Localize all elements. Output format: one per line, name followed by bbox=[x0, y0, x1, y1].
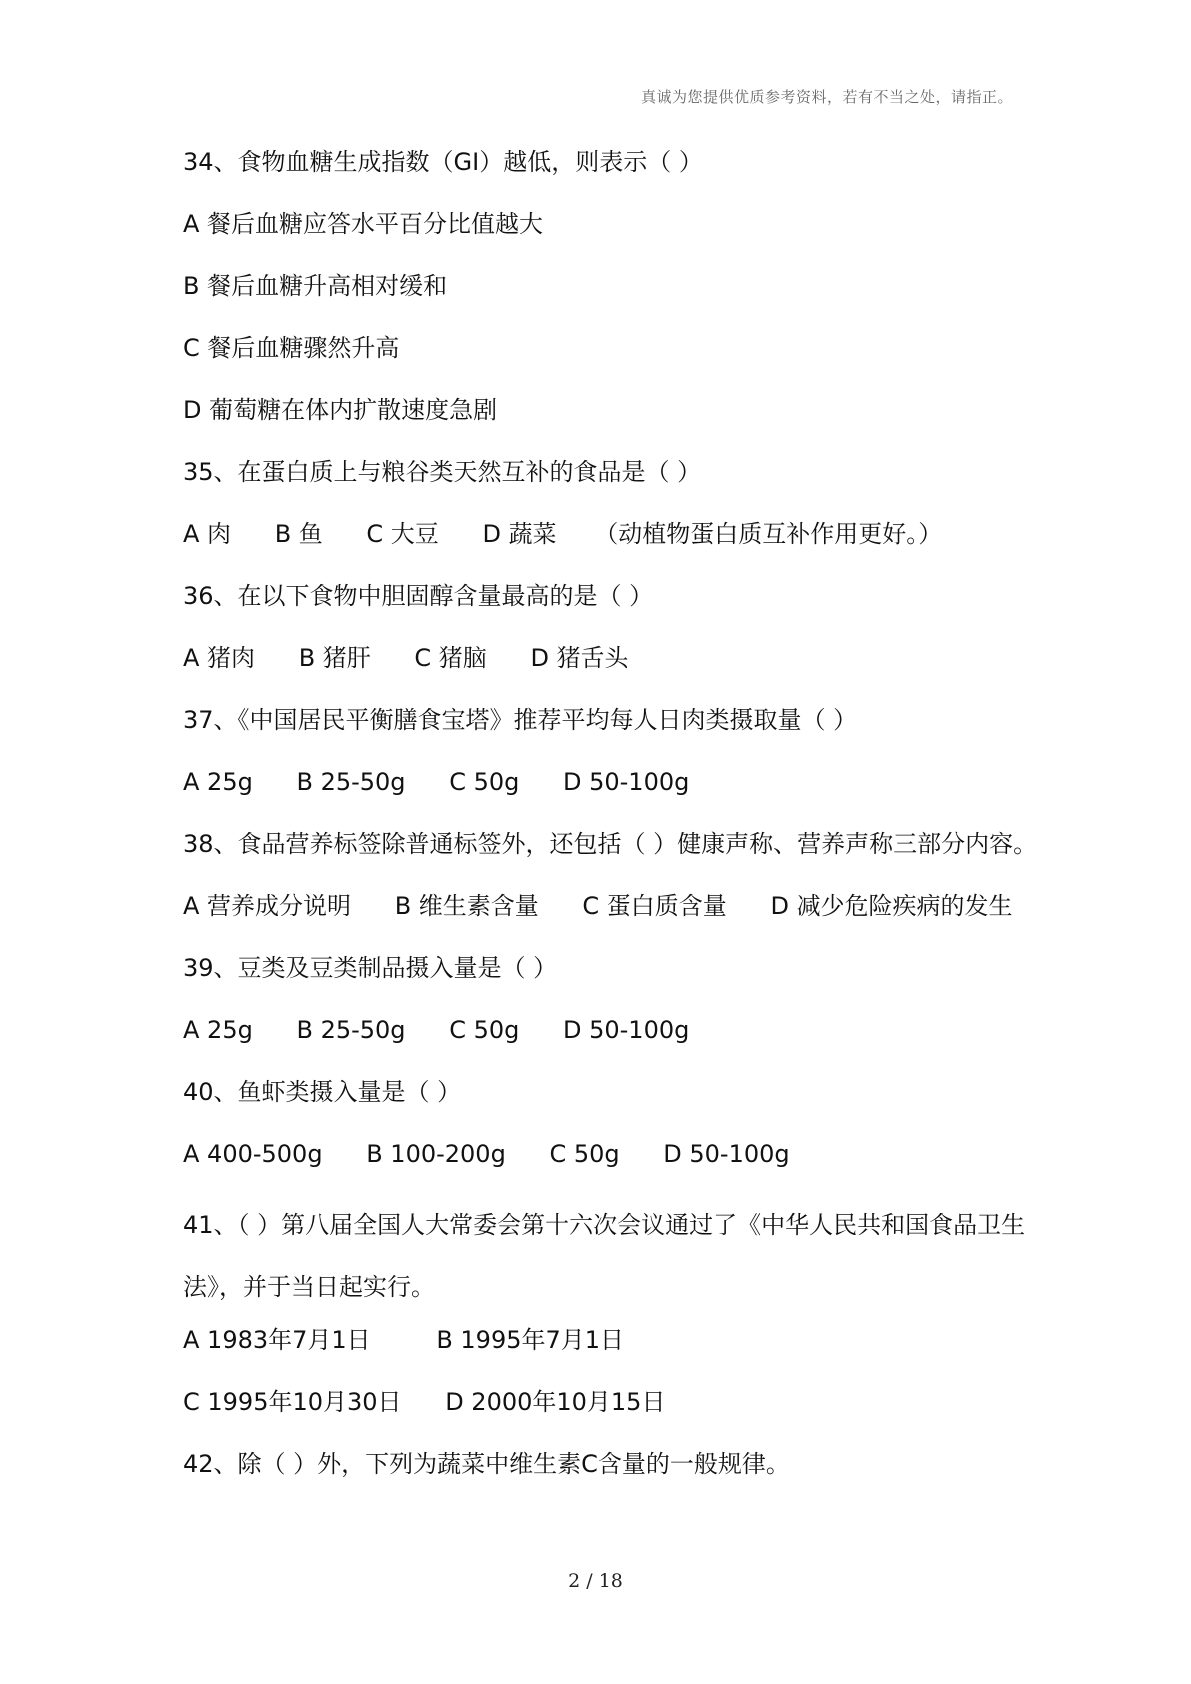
q40-options bbox=[183, 1132, 1033, 1194]
q38-option-d: D 减少危险疾病的发生 bbox=[770, 892, 1013, 920]
page-number: 2 / 18 bbox=[568, 1570, 623, 1592]
q41-options-row1 bbox=[183, 1318, 1033, 1380]
q38-option-c: C 蛋白质含量 bbox=[582, 892, 727, 920]
page-header: 真诚为您提供优质参考资料，若有不当之处，请指正。 bbox=[640, 88, 1013, 106]
question-35: 35、在蛋白质上与粮谷类天然互补的食品是（ ） bbox=[183, 458, 702, 486]
q37-option-b: B 25-50g bbox=[296, 768, 406, 796]
q35-option-c: C 大豆 bbox=[366, 520, 439, 548]
q35-option-d: D 蔬菜 bbox=[482, 520, 557, 548]
q35-note: （动植物蛋白质互补作用更好。） bbox=[594, 520, 943, 548]
question-38: 38、食品营养标签除普通标签外，还包括（ ）健康声称、营养声称三部分内容。 bbox=[183, 830, 1038, 858]
q40-option-c: C 50g bbox=[549, 1140, 620, 1168]
question-list bbox=[183, 140, 1038, 1504]
question-41: 41、（ ）第八届全国人大常委会第十六次会议通过了《中华人民共和国食品卫生法》，并于当日起实行。 bbox=[183, 1211, 1026, 1301]
q39-option-d: D 50-100g bbox=[563, 1016, 690, 1044]
q40-option-d: D 50-100g bbox=[663, 1140, 790, 1168]
q41-options-row2 bbox=[183, 1380, 1033, 1442]
q41-option-b: B 1995年7月1日 bbox=[436, 1326, 625, 1354]
q38-option-b: B 维生素含量 bbox=[394, 892, 539, 920]
q36-options bbox=[183, 636, 1033, 698]
question-36: 36、在以下食物中胆固醇含量最高的是（ ） bbox=[183, 582, 654, 610]
q41-option-d: D 2000年10月15日 bbox=[445, 1388, 666, 1416]
q34-option-a: A 餐后血糖应答水平百分比值越大 bbox=[183, 210, 544, 238]
q36-option-c: C 猪脑 bbox=[414, 644, 487, 672]
q40-option-a: A 400-500g bbox=[183, 1140, 323, 1168]
question-40: 40、鱼虾类摄入量是（ ） bbox=[183, 1078, 462, 1106]
question-34: 34、食物血糖生成指数（GI）越低，则表示（ ） bbox=[183, 148, 703, 176]
q35-options bbox=[183, 512, 1033, 574]
q34-option-d: D 葡萄糖在体内扩散速度急剧 bbox=[183, 396, 498, 424]
q35-option-a: A 肉 bbox=[183, 520, 232, 548]
q36-option-a: A 猪肉 bbox=[183, 644, 256, 672]
q39-option-a: A 25g bbox=[183, 1016, 253, 1044]
q41-option-c: C 1995年10月30日 bbox=[183, 1388, 402, 1416]
q34-option-c: C 餐后血糖骤然升高 bbox=[183, 334, 400, 362]
q39-option-c: C 50g bbox=[449, 1016, 520, 1044]
q39-options bbox=[183, 1008, 1033, 1070]
q36-option-b: B 猪肝 bbox=[298, 644, 371, 672]
q37-option-a: A 25g bbox=[183, 768, 253, 796]
q38-options bbox=[183, 884, 1033, 946]
q40-option-b: B 100-200g bbox=[366, 1140, 506, 1168]
q41-option-a: A 1983年7月1日 bbox=[183, 1326, 371, 1354]
q34-option-b: B 餐后血糖升高相对缓和 bbox=[183, 272, 448, 300]
q37-option-c: C 50g bbox=[449, 768, 520, 796]
question-39: 39、豆类及豆类制品摄入量是（ ） bbox=[183, 954, 558, 982]
q37-options bbox=[183, 760, 1033, 822]
question-37: 37、《中国居民平衡膳食宝塔》推荐平均每人日肉类摄取量（ ） bbox=[183, 706, 858, 734]
q35-option-b: B 鱼 bbox=[274, 520, 323, 548]
question-42: 42、除（ ）外，下列为蔬菜中维生素C含量的一般规律。 bbox=[183, 1450, 790, 1478]
q37-option-d: D 50-100g bbox=[563, 768, 690, 796]
q36-option-d: D 猪舌头 bbox=[530, 644, 629, 672]
q38-option-a: A 营养成分说明 bbox=[183, 892, 352, 920]
q39-option-b: B 25-50g bbox=[296, 1016, 406, 1044]
